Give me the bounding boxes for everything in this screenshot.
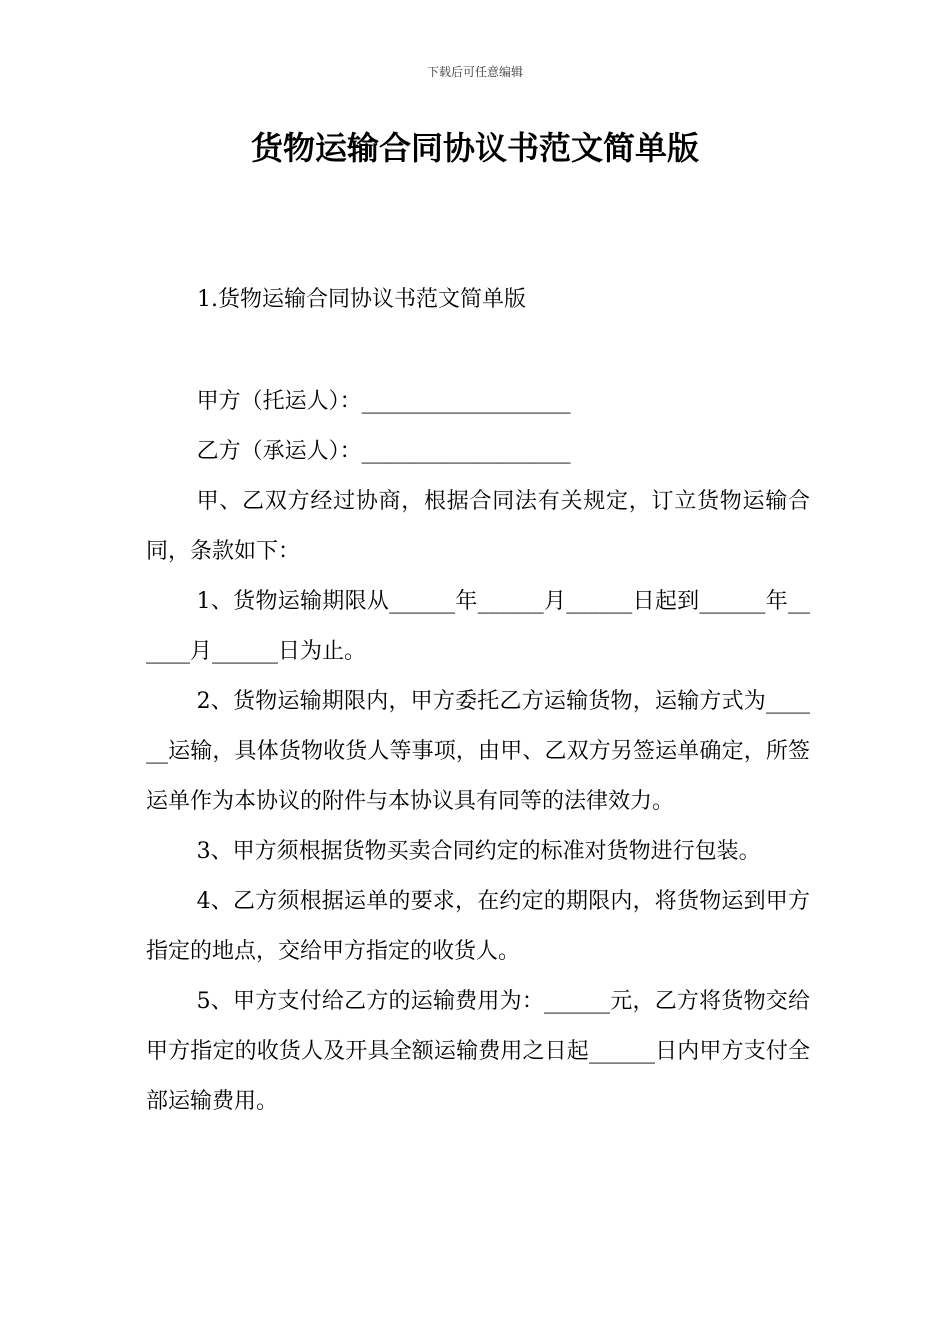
clause-4: 4、乙方须根据运单的要求，在约定的期限内，将货物运到甲方指定的地点，交给甲方指定的收货人。 [146, 889, 810, 964]
document-body [146, 377, 810, 1127]
section-heading: 1.货物运输合同协议书范文简单版 [197, 287, 526, 312]
clause-2: 2、货物运输期限内，甲方委托乙方运输货物，运输方式为______运输，具体货物收货人等事项，由甲、乙双方另签运单确定，所签运单作为本协议的附件与本协议具有同等的法律效力。 [146, 689, 810, 814]
clause-3: 3、甲方须根据货物买卖合同约定的标准对货物进行包装。 [196, 839, 761, 864]
intro-paragraph: 甲、乙双方经过协商，根据合同法有关规定，订立货物运输合同，条款如下： [146, 489, 810, 564]
clause-1: 1、货物运输期限从______年______月______日起到______年______月______日为止。 [146, 589, 810, 664]
header-note: 下载后可任意编辑 [426, 65, 523, 79]
party-a-line: 甲方（托运人）：___________________ [196, 389, 571, 414]
party-b-line: 乙方（承运人）：___________________ [196, 439, 571, 464]
document-title: 货物运输合同协议书范文简单版 [250, 129, 699, 167]
clause-5: 5、甲方支付给乙方的运输费用为：______元，乙方将货物交给甲方指定的收货人及开具全额运输费用之日起______日内甲方支付全部运输费用。 [146, 989, 810, 1114]
